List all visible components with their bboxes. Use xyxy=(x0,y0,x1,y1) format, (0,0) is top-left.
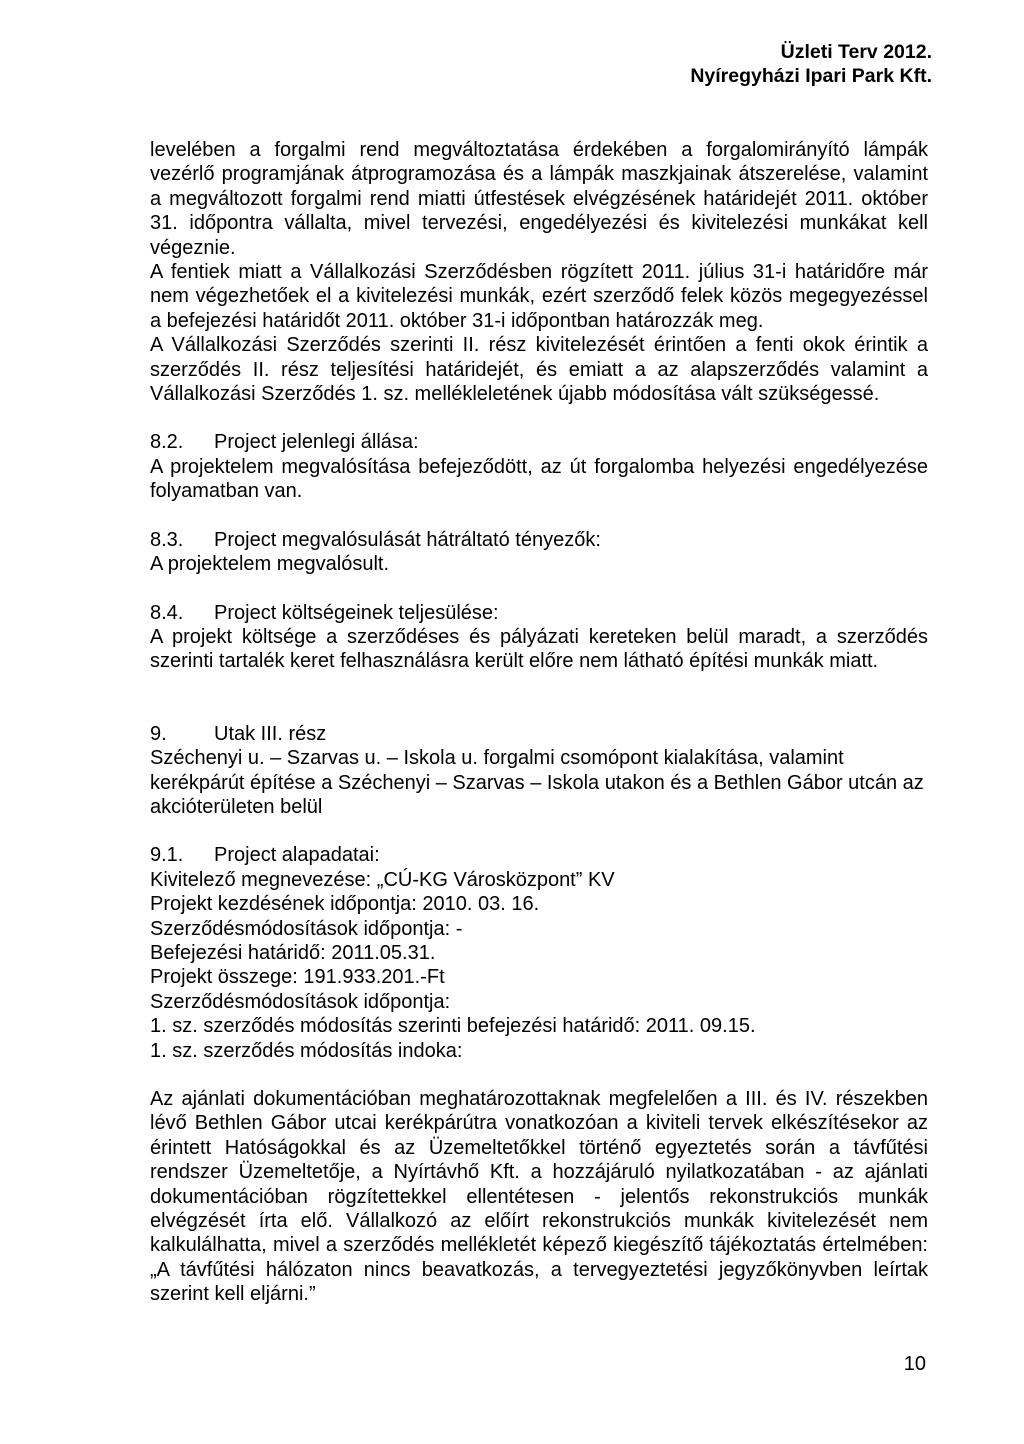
section-heading-9-1 xyxy=(150,843,928,867)
paragraph: A Vállalkozási Szerződés szerinti II. rész kivitelezését érintően a fenti okok érintik a szerződés II. rész teljesítési határidejét, és emiatt a az alapszerződés valamint a Vállalkozási Szerződés 1. sz. mellékleletének újabb módosítása vált szükségessé. xyxy=(150,334,928,406)
page-header xyxy=(690,40,932,88)
section-title: Project költségeinek teljesülése: xyxy=(214,601,499,624)
project-data-line: Projekt kezdésének időpontja: 2010. 03. 16. xyxy=(150,893,540,916)
paragraph: A projekt költsége a szerződéses és pályázati kereteken belül maradt, a szerződés szerinti tartalék keret felhasználásra került előre nem látható építési munkák miatt. xyxy=(150,625,928,673)
section-number: 8.4. xyxy=(150,601,184,624)
section-number: 8.2. xyxy=(150,431,184,454)
section-title: Utak III. rész xyxy=(214,722,327,745)
project-data-line: Szerződésmódosítások időpontja: - xyxy=(150,917,463,940)
paragraph: A fentiek miatt a Vállalkozási Szerződésben rögzített 2011. július 31-i határidőre már nem végezhetőek el a kivitelezési munkák, ezért szerződő felek közös megegyezéssel a befejezési határidőt 2011. október 31-i időpontban határozzák meg. xyxy=(150,261,928,332)
section-title: Project megvalósulását hátráltató tényezők: xyxy=(214,528,601,551)
project-data-line: 1. sz. szerződés módosítás indoka: xyxy=(150,1039,463,1062)
section-title: Project alapadatai: xyxy=(214,844,380,867)
paragraph: A projektelem megvalósítása befejeződött, az út forgalomba helyezési engedélyezése folyamatban van. xyxy=(150,455,928,503)
paragraph: A projektelem megvalósult. xyxy=(150,553,390,576)
section-heading-8-4 xyxy=(150,601,928,625)
page-number: 10 xyxy=(903,1353,926,1375)
company-name: Nyíregyházi Ipari Park Kft. xyxy=(690,65,932,87)
document-body xyxy=(150,138,928,1307)
section-title: Project jelenlegi állása: xyxy=(214,431,419,454)
section-number: 9.1. xyxy=(150,844,184,867)
project-data-line: Kivitelező megnevezése: „CÚ-KG Városközpont” KV xyxy=(150,868,615,891)
project-data-line: Szerződésmódosítások időpontja: xyxy=(150,990,451,1013)
paragraph: Az ajánlati dokumentációban meghatározottaknak megfelelően a III. és IV. részekben lévő Bethlen Gábor utcai kerékpárútra vonatkozóan a kiviteli tervek elkészítésekor az érintett Hatóságokkal és az Üzemeltetőkkel történő egyeztetés során a távfűtési rendszer Üzemeltetője, a Nyírtávhő Kft. a hozzájáruló nyilatkozatában - az ajánlati dokumentációban rögzítettekkel ellentétesen - jelentős rekonstrukciós munkák elvégzését írta elő. Vállalkozó az előírt rekonstrukciós munkák kivitelezését nem kalkulálhatta, mivel a szerződés mellékletét képező kiegészítő tájékoztatás értelmében: „A távfűtési hálózaton nincs beavatkozás, a tervegyeztetési jegyzőkönyvben leírtak szerint kell eljárni.” xyxy=(150,1088,928,1306)
section-heading-8-2 xyxy=(150,430,928,454)
document-title: Üzleti Terv 2012. xyxy=(780,41,932,63)
section-heading-8-3 xyxy=(150,528,928,552)
project-data-line: Projekt összege: 191.933.201.-Ft xyxy=(150,966,445,989)
paragraph: levelében a forgalmi rend megváltoztatása érdekében a forgalomirányító lámpák vezérlő programjának átprogramozása és a lámpák maszkjainak átszerelése, valamint a megváltozott forgalmi rend miatti útfestések elvégzésének határidejét 2011. október 31. időpontra vállalta, mivel tervezési, engedélyezési és kivitelezési munkákat kell végeznie. xyxy=(150,139,928,259)
section-heading-9 xyxy=(150,722,928,746)
paragraph: Széchenyi u. – Szarvas u. – Iskola u. forgalmi csomópont kialakítása, valamint kerékpárút építése a Széchenyi – Szarvas – Iskola utakon és a Bethlen Gábor utcán az akcióterületen belül xyxy=(150,747,924,818)
section-number: 8.3. xyxy=(150,528,184,551)
section-number: 9. xyxy=(150,722,167,745)
project-data-line: 1. sz. szerződés módosítás szerinti befejezési határidő: 2011. 09.15. xyxy=(150,1015,756,1038)
project-data-line: Befejezési határidő: 2011.05.31. xyxy=(150,941,436,964)
